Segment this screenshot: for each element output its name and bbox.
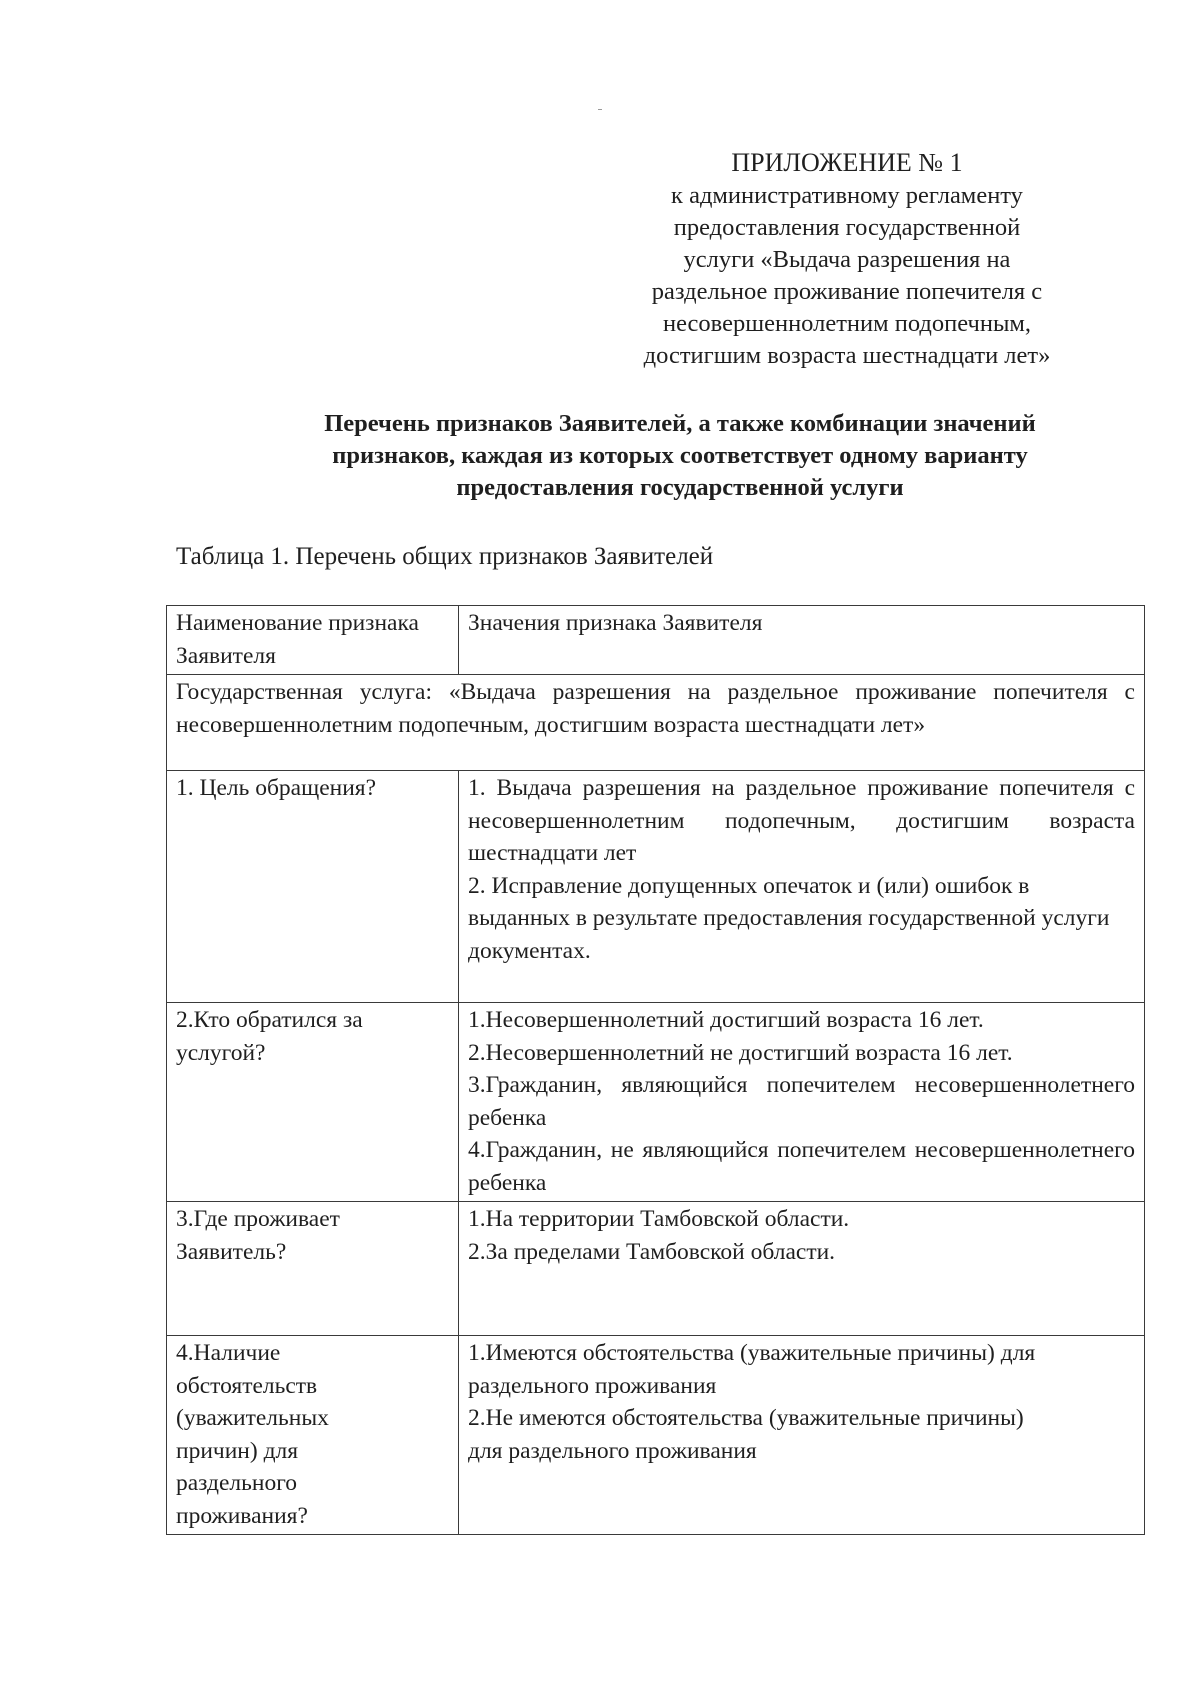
appendix-line: несовершеннолетним подопечным, (662, 310, 1032, 337)
criterion-cell (167, 1336, 459, 1535)
service-cell (167, 675, 1145, 771)
criterion-cell: 1. Цель обращения? (167, 771, 459, 1003)
table-row (167, 1336, 1145, 1535)
table-header-row (167, 606, 1145, 675)
value-item: 2.Не имеются обстоятельства (уважительные причины) для раздельного проживания (468, 1405, 1024, 1464)
value-item: 2. Исправление допущенных опечаток и (или) ошибок в выданных в результате предоставления государственной услуги документах. (468, 872, 1110, 964)
criterion-cell (167, 1003, 459, 1202)
table-row (167, 771, 1145, 1003)
value-item: 1.Имеются обстоятельства (уважительные причины) для раздельного проживания (468, 1340, 1036, 1399)
appendix-line: к административному регламенту (671, 182, 1023, 209)
appendix-line: предоставления государственной (673, 214, 1021, 241)
appendix-line: достигшим возраста шестнадцати лет» (643, 342, 1051, 369)
appendix-title: ПРИЛОЖЕНИЕ № 1 (731, 148, 963, 177)
value-item: 4.Гражданин, не являющийся попечителем несовершеннолетнего ребенка (468, 1137, 1135, 1196)
values-cell (459, 1003, 1145, 1202)
heading-line: предоставления государственной услуги (456, 474, 904, 501)
table-row (167, 1202, 1145, 1336)
appendix-line: раздельное проживание попечителя с (651, 278, 1043, 305)
value-item: 2.За пределами Тамбовской области. (468, 1238, 836, 1265)
header-values-cell: Значения признака Заявителя (459, 606, 1145, 675)
values-cell (459, 1202, 1145, 1336)
service-row (167, 675, 1145, 771)
value-item: 1.На территории Тамбовской области. (468, 1206, 850, 1232)
criteria-table (166, 605, 1145, 1535)
scan-speck (598, 109, 602, 110)
value-item: 1. Выдача разрешения на раздельное проживание попечителя с несовершеннолетним подопечным, достигшим возраста шестнадцати лет (468, 775, 1135, 866)
value-item: 1.Несовершеннолетний достигший возраста 16 лет. (468, 1007, 984, 1033)
criterion-text: 4.Наличие обстоятельств (уважительных причин) для раздельного проживания? (176, 1340, 329, 1529)
heading-line: признаков, каждая из которых соответствует одному варианту (332, 442, 1028, 469)
header-criterion-cell: Наименование признака Заявителя (167, 606, 459, 675)
criterion-text: 2.Кто обратился за услугой? (176, 1007, 363, 1066)
service-text: Государственная услуга: «Выдача разрешения на раздельное проживание попечителя с несовершеннолетним подопечным, достигшим возраста шестнадцати лет» (176, 679, 1135, 738)
table-caption: Таблица 1. Перечень общих признаков Заявителей (176, 543, 714, 570)
appendix-line: услуги «Выдача разрешения на (683, 246, 1011, 273)
appendix-block (612, 146, 1082, 372)
criterion-cell (167, 1202, 459, 1336)
heading-line: Перечень признаков Заявителей, а также комбинации значений (324, 410, 1036, 437)
value-item: 2.Несовершеннолетний не достигший возраста 16 лет. (468, 1039, 1013, 1066)
values-cell (459, 771, 1145, 1003)
criterion-text: 3.Где проживает Заявитель? (176, 1206, 340, 1265)
table-row (167, 1003, 1145, 1202)
value-item: 3.Гражданин, являющийся попечителем несовершеннолетнего ребенка (468, 1072, 1135, 1131)
values-cell (459, 1336, 1145, 1535)
document-heading (240, 408, 1120, 504)
